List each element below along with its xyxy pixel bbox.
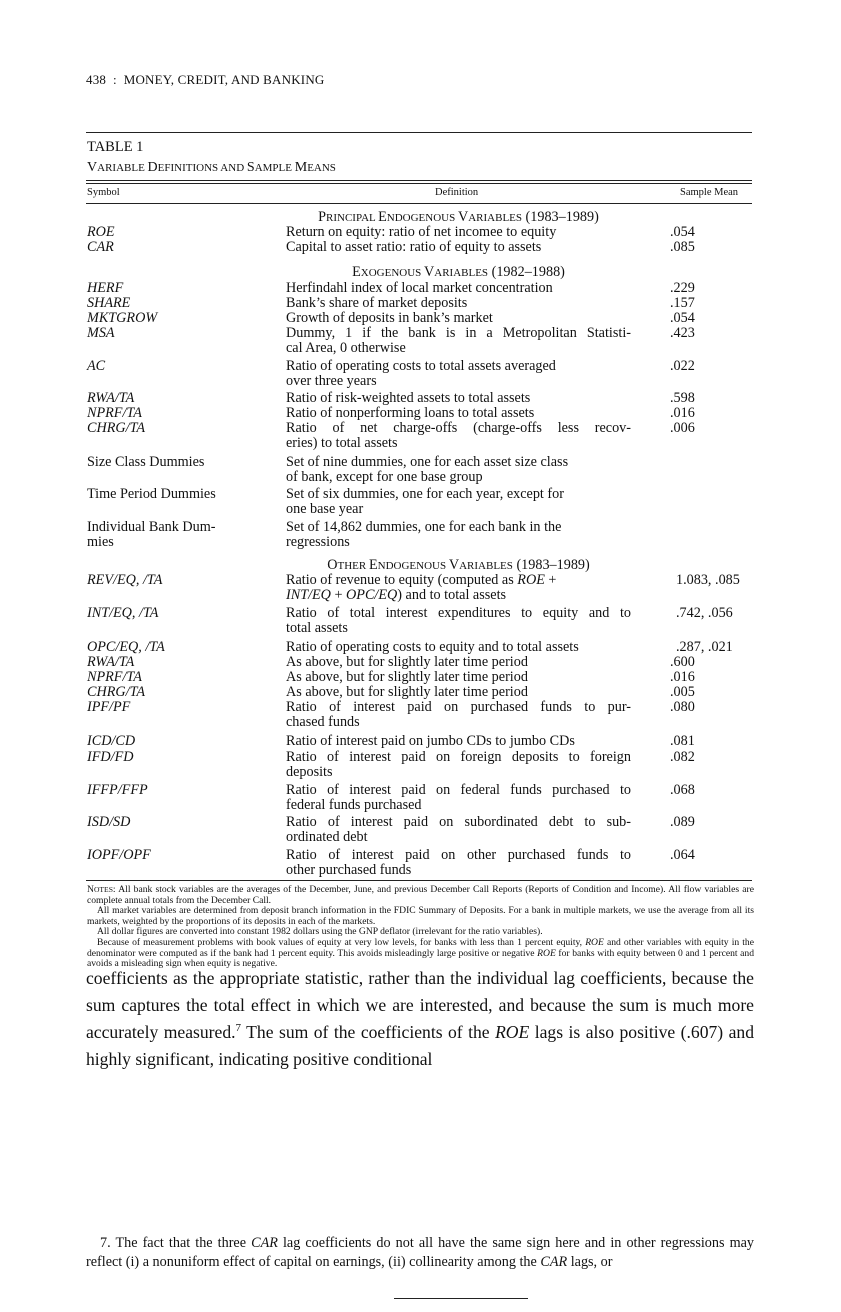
row-symbol: AC xyxy=(87,358,106,374)
row-symbol: CHRG/TA xyxy=(87,684,146,700)
table-top-rule xyxy=(86,132,752,133)
footer-rule xyxy=(394,1298,528,1299)
section-exogenous: EXOGENOUS VARIABLES (1982–1988) xyxy=(352,264,565,280)
row-mean: .080 xyxy=(670,699,695,715)
row-definition: Ratio of interest paid on jumbo CDs to jumbo CDs xyxy=(286,733,575,749)
row-mean: .085 xyxy=(670,239,695,255)
col-head-mean: Sample Mean xyxy=(680,187,739,198)
row-mean: .287, .021 xyxy=(676,639,733,655)
row-definition: Set of six dummies, one for each year, except for one base year xyxy=(286,486,564,517)
row-definition: Dummy, 1 if the bank is in a Metropolitan Statisti- cal Area, 0 otherwise xyxy=(286,325,631,356)
row-mean: .016 xyxy=(670,405,695,421)
row-symbol: IFFP/FFP xyxy=(87,782,148,798)
row-mean: .742, .056 xyxy=(676,605,733,621)
row-mean: .081 xyxy=(670,733,695,749)
row-definition: Ratio of interest paid on other purchased funds to other purchased funds xyxy=(286,847,631,878)
row-symbol: IPF/PF xyxy=(87,699,131,715)
table-bottom-rule xyxy=(86,880,752,881)
row-definition: As above, but for slightly later time period xyxy=(286,669,528,685)
row-symbol: ISD/SD xyxy=(87,814,131,830)
col-head-definition: Definition xyxy=(435,187,479,198)
table-title: VARIABLE DEFINITIONS AND SAMPLE MEANS xyxy=(87,160,336,175)
row-symbol: HERF xyxy=(87,280,124,296)
row-symbol: RWA/TA xyxy=(87,654,135,670)
row-definition: Growth of deposits in bank’s market xyxy=(286,310,493,326)
row-definition: Ratio of interest paid on subordinated debt to sub- ordinated debt xyxy=(286,814,631,845)
row-definition: Ratio of nonperforming loans to total assets xyxy=(286,405,535,421)
row-symbol: REV/EQ, /TA xyxy=(87,572,163,588)
row-mean: .016 xyxy=(670,669,695,685)
row-symbol: IFD/FD xyxy=(87,749,134,765)
table-notes: NOTES: All bank stock variables are the averages of the December, June, and previous December Call Reports (Reports of Condition and Income). All flow variables are complete annual totals from the December Call. All market variables are determined from deposit branch information in the FDIC Summary of Deposits. For a bank in multiple markets, we use the average from all its markets, weighted by the proportions of its deposits in each of the markets. All dollar figures are converted into constant 1982 dollars using the GNP deflator (irrelevant for the ratio variables). Because of measurement problems with book values of equity at very low levels, for banks with less than 1 percent equity, ROE and other variables with equity in the denominator were computed as if the bank had 1 percent equity. This avoids misleadingly large positive or negative ROE for banks with equity between 0 and 1 percent and avoids a misleading sign when equity is negative. xyxy=(87,884,755,970)
row-symbol: SHARE xyxy=(87,295,131,311)
row-symbol: NPRF/TA xyxy=(87,669,142,685)
row-mean: .423 xyxy=(670,325,695,341)
row-definition: Capital to asset ratio: ratio of equity to assets xyxy=(286,239,542,255)
row-definition: Ratio of interest paid on federal funds purchased to federal funds purchased xyxy=(286,782,631,813)
row-symbol: NPRF/TA xyxy=(87,405,142,421)
row-symbol: OPC/EQ, /TA xyxy=(87,639,165,655)
row-symbol: ICD/CD xyxy=(87,733,136,749)
body-paragraph: coefficients as the appropriate statistic, rather than the individual lag coefficients, because the sum captures the total effect in which we are interested, and because the sum is much more accurately measured.$^7$ The sum of the coefficients of the ROE lags is also positive (.607) and highly significant, indicating positive conditional xyxy=(86,968,755,1069)
row-mean: .082 xyxy=(670,749,695,765)
row-mean: .229 xyxy=(670,280,695,296)
row-mean: .089 xyxy=(670,814,695,830)
section-principal-endogenous: PRINCIPAL ENDOGENOUS VARIABLES (1983–1989) xyxy=(318,209,599,225)
table-header-rule-top-2 xyxy=(86,183,752,184)
row-definition: Ratio of net charge-offs (charge-offs less recov- eries) to total assets xyxy=(286,420,631,451)
row-definition: Ratio of operating costs to equity and to total assets xyxy=(286,639,579,655)
row-mean: .064 xyxy=(670,847,695,863)
running-header: 438 : MONEY, CREDIT, AND BANKING xyxy=(86,72,325,87)
footnote-ref: 7 xyxy=(235,1022,242,1035)
row-definition: Herfindahl index of local market concentration xyxy=(286,280,553,296)
row-mean: .006 xyxy=(670,420,695,436)
row-definition: As above, but for slightly later time period xyxy=(286,654,528,670)
row-symbol: Time Period Dummies xyxy=(87,486,216,502)
row-mean: .598 xyxy=(670,390,695,406)
row-mean: .054 xyxy=(670,310,695,326)
row-definition: Set of nine dummies, one for each asset size class of bank, except for one base group xyxy=(286,454,569,485)
table-label: TABLE 1 xyxy=(87,139,144,155)
row-symbol: Size Class Dummies xyxy=(87,454,205,470)
row-definition: Ratio of interest paid on purchased funds to pur- chased funds xyxy=(286,699,631,730)
row-symbol: IOPF/OPF xyxy=(87,847,151,863)
footnote-7: 7. The fact that the three CAR lag coefficients do not all have the same sign here and in other regressions may reflect (i) a nonuniform effect of capital on earnings, (ii) collinearity among the CAR lags, or xyxy=(86,1235,755,1270)
row-definition: As above, but for slightly later time period xyxy=(286,684,528,700)
row-definition: Ratio of interest paid on foreign deposits to foreign deposits xyxy=(286,749,631,780)
row-definition: Bank’s share of market deposits xyxy=(286,295,468,311)
row-definition: Return on equity: ratio of net incomee to equity xyxy=(286,224,557,240)
col-head-symbol: Symbol xyxy=(87,187,120,198)
row-mean: .005 xyxy=(670,684,695,700)
row-symbol: RWA/TA xyxy=(87,390,135,406)
row-mean: .068 xyxy=(670,782,695,798)
row-symbol: MKTGROW xyxy=(87,310,158,326)
row-mean: .157 xyxy=(670,295,695,311)
row-symbol: CAR xyxy=(87,239,114,255)
row-mean: .600 xyxy=(670,654,695,670)
row-mean: .054 xyxy=(670,224,695,240)
table-header-rule-top xyxy=(86,180,752,181)
row-definition: Ratio of total interest expenditures to equity and to total assets xyxy=(286,605,631,636)
row-symbol: CHRG/TA xyxy=(87,420,146,436)
row-symbol: ROE xyxy=(87,224,115,240)
table-header-rule-bottom xyxy=(86,203,752,204)
row-definition: Ratio of revenue to equity (computed as ROE + INT/EQ + OPC/EQ) and to total assets xyxy=(286,572,557,603)
row-symbol: INT/EQ, /TA xyxy=(87,605,159,621)
row-mean: .022 xyxy=(670,358,695,374)
row-symbol: Individual Bank Dum- mies xyxy=(87,519,216,550)
section-other-endogenous: OTHER ENDOGENOUS VARIABLES (1983–1989) xyxy=(327,557,590,573)
row-definition: Ratio of risk-weighted assets to total assets xyxy=(286,390,531,406)
row-symbol: MSA xyxy=(87,325,115,341)
row-definition: Ratio of operating costs to total assets averaged over three years xyxy=(286,358,556,389)
row-mean: 1.083, .085 xyxy=(676,572,740,588)
row-definition: Set of 14,862 dummies, one for each bank in the regressions xyxy=(286,519,562,550)
